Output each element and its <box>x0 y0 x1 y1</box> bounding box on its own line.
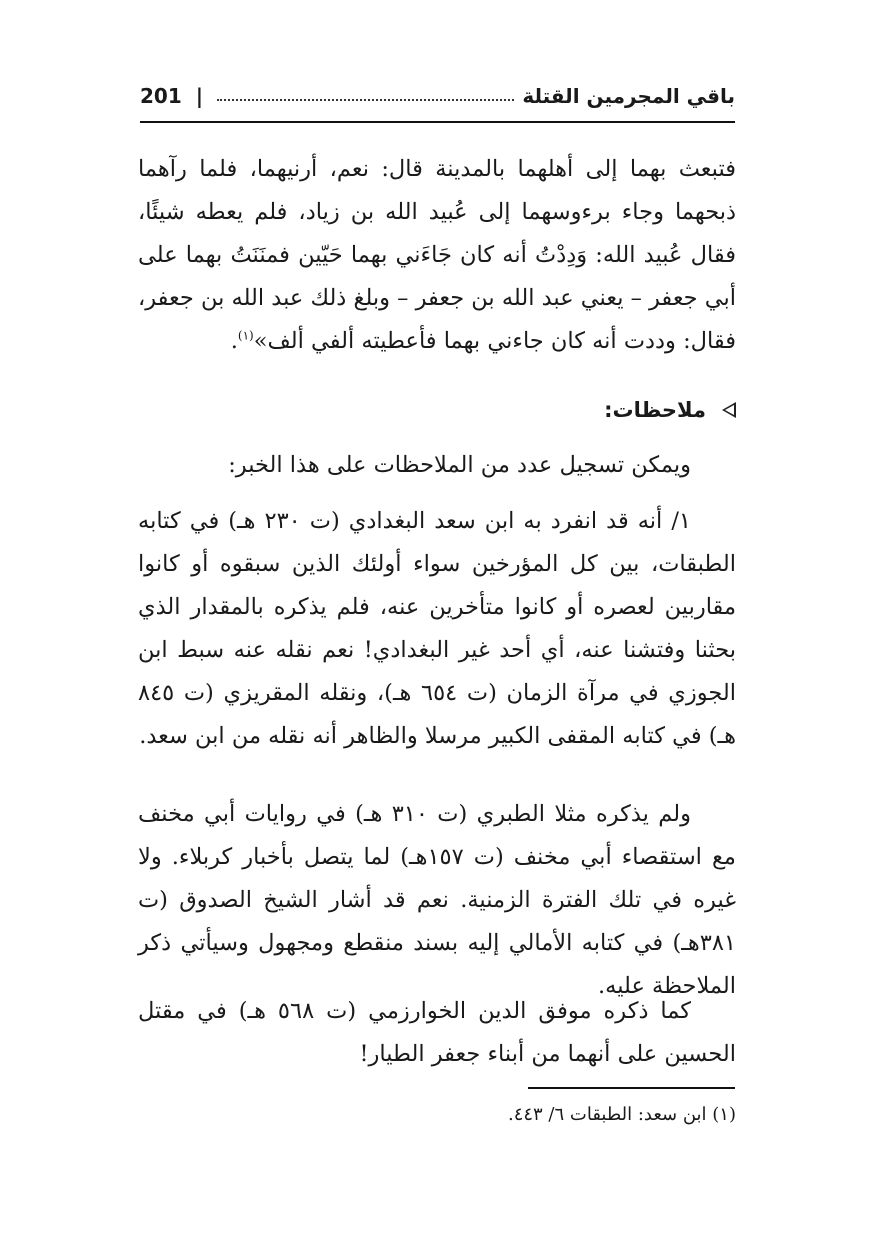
paragraph-note-3: كما ذكره موفق الدين الخوارزمي (ت ٥٦٨ هـ) في مقتل الحسين على أنهما من أبناء جعفر الطيار! <box>138 998 736 1067</box>
header-rule <box>140 121 735 123</box>
triangle-icon <box>722 402 736 418</box>
paragraph-narration-text: فتبعث بهما إلى أهلهما بالمدينة قال: نعم، أرنيهما، فلما رآهما ذبحهما وجاء برءوسهما إلى عُبيد الله بن زياد، فلم يعطه شيئًا، فقال عُبيد الله: وَدِدْتُ أنه كان جَاءَني بهما حَيّين فمنَنَتُ بهما على أبي جعفر – يعني عبد الله بن جعفر – وبلغ ذلك عبد الله بن جعفر، فقال: وددت أنه كان جاءني بهما فأعطيته ألفي ألف» <box>138 156 736 354</box>
header-separator: | <box>195 84 204 108</box>
paragraph-narration <box>138 148 736 363</box>
running-title: باقي المجرمين القتلة <box>522 84 735 108</box>
paragraph-note-2: ولم يذكره مثلا الطبري (ت ٣١٠ هـ) في روايات أبي مخنف مع استقصاء أبي مخنف (ت ١٥٧هـ) لما يتصل بأخبار كربلاء. ولا غيره في تلك الفترة الزمنية. نعم قد أشار الشيخ الصدوق (ت ٣٨١هـ) في كتابه الأمالي إليه بسند منقطع ومجهول وسيأتي ذكر الملاحظة عليه. <box>138 801 736 999</box>
paragraph-end: . <box>230 328 238 354</box>
page-number: 201 <box>140 84 182 108</box>
section-title: ملاحظات: <box>604 398 706 422</box>
footnote: (١) ابن سعد: الطبقات ٦/ ٤٤٣. <box>507 1104 736 1125</box>
page-header <box>140 78 735 114</box>
dotted-leader <box>217 99 514 101</box>
paragraph-intro: ويمكن تسجيل عدد من الملاحظات على هذا الخبر: <box>228 452 691 478</box>
footnote-rule <box>528 1087 735 1089</box>
section-heading <box>138 392 736 428</box>
footnote-ref[interactable]: (١) <box>237 328 254 343</box>
paragraph-note-1: ١/ أنه قد انفرد به ابن سعد البغدادي (ت ٢٣٠ هـ) في كتابه الطبقات، بين كل المؤرخين سواء أولئك الذين سبقوه أو كانوا مقاربين لعصره أو كانوا متأخرين عنه، فلم يذكره بالمقدار الذي بحثنا وفتشنا عنه، أي أحد غير البغدادي! نعم نقله عنه سبط ابن الجوزي في مرآة الزمان (ت ٦٥٤ هـ)، ونقله المقريزي (ت ٨٤٥ هـ) في كتابه المقفى الكبير مرسلا والظاهر أنه نقله من ابن سعد. <box>138 508 737 749</box>
